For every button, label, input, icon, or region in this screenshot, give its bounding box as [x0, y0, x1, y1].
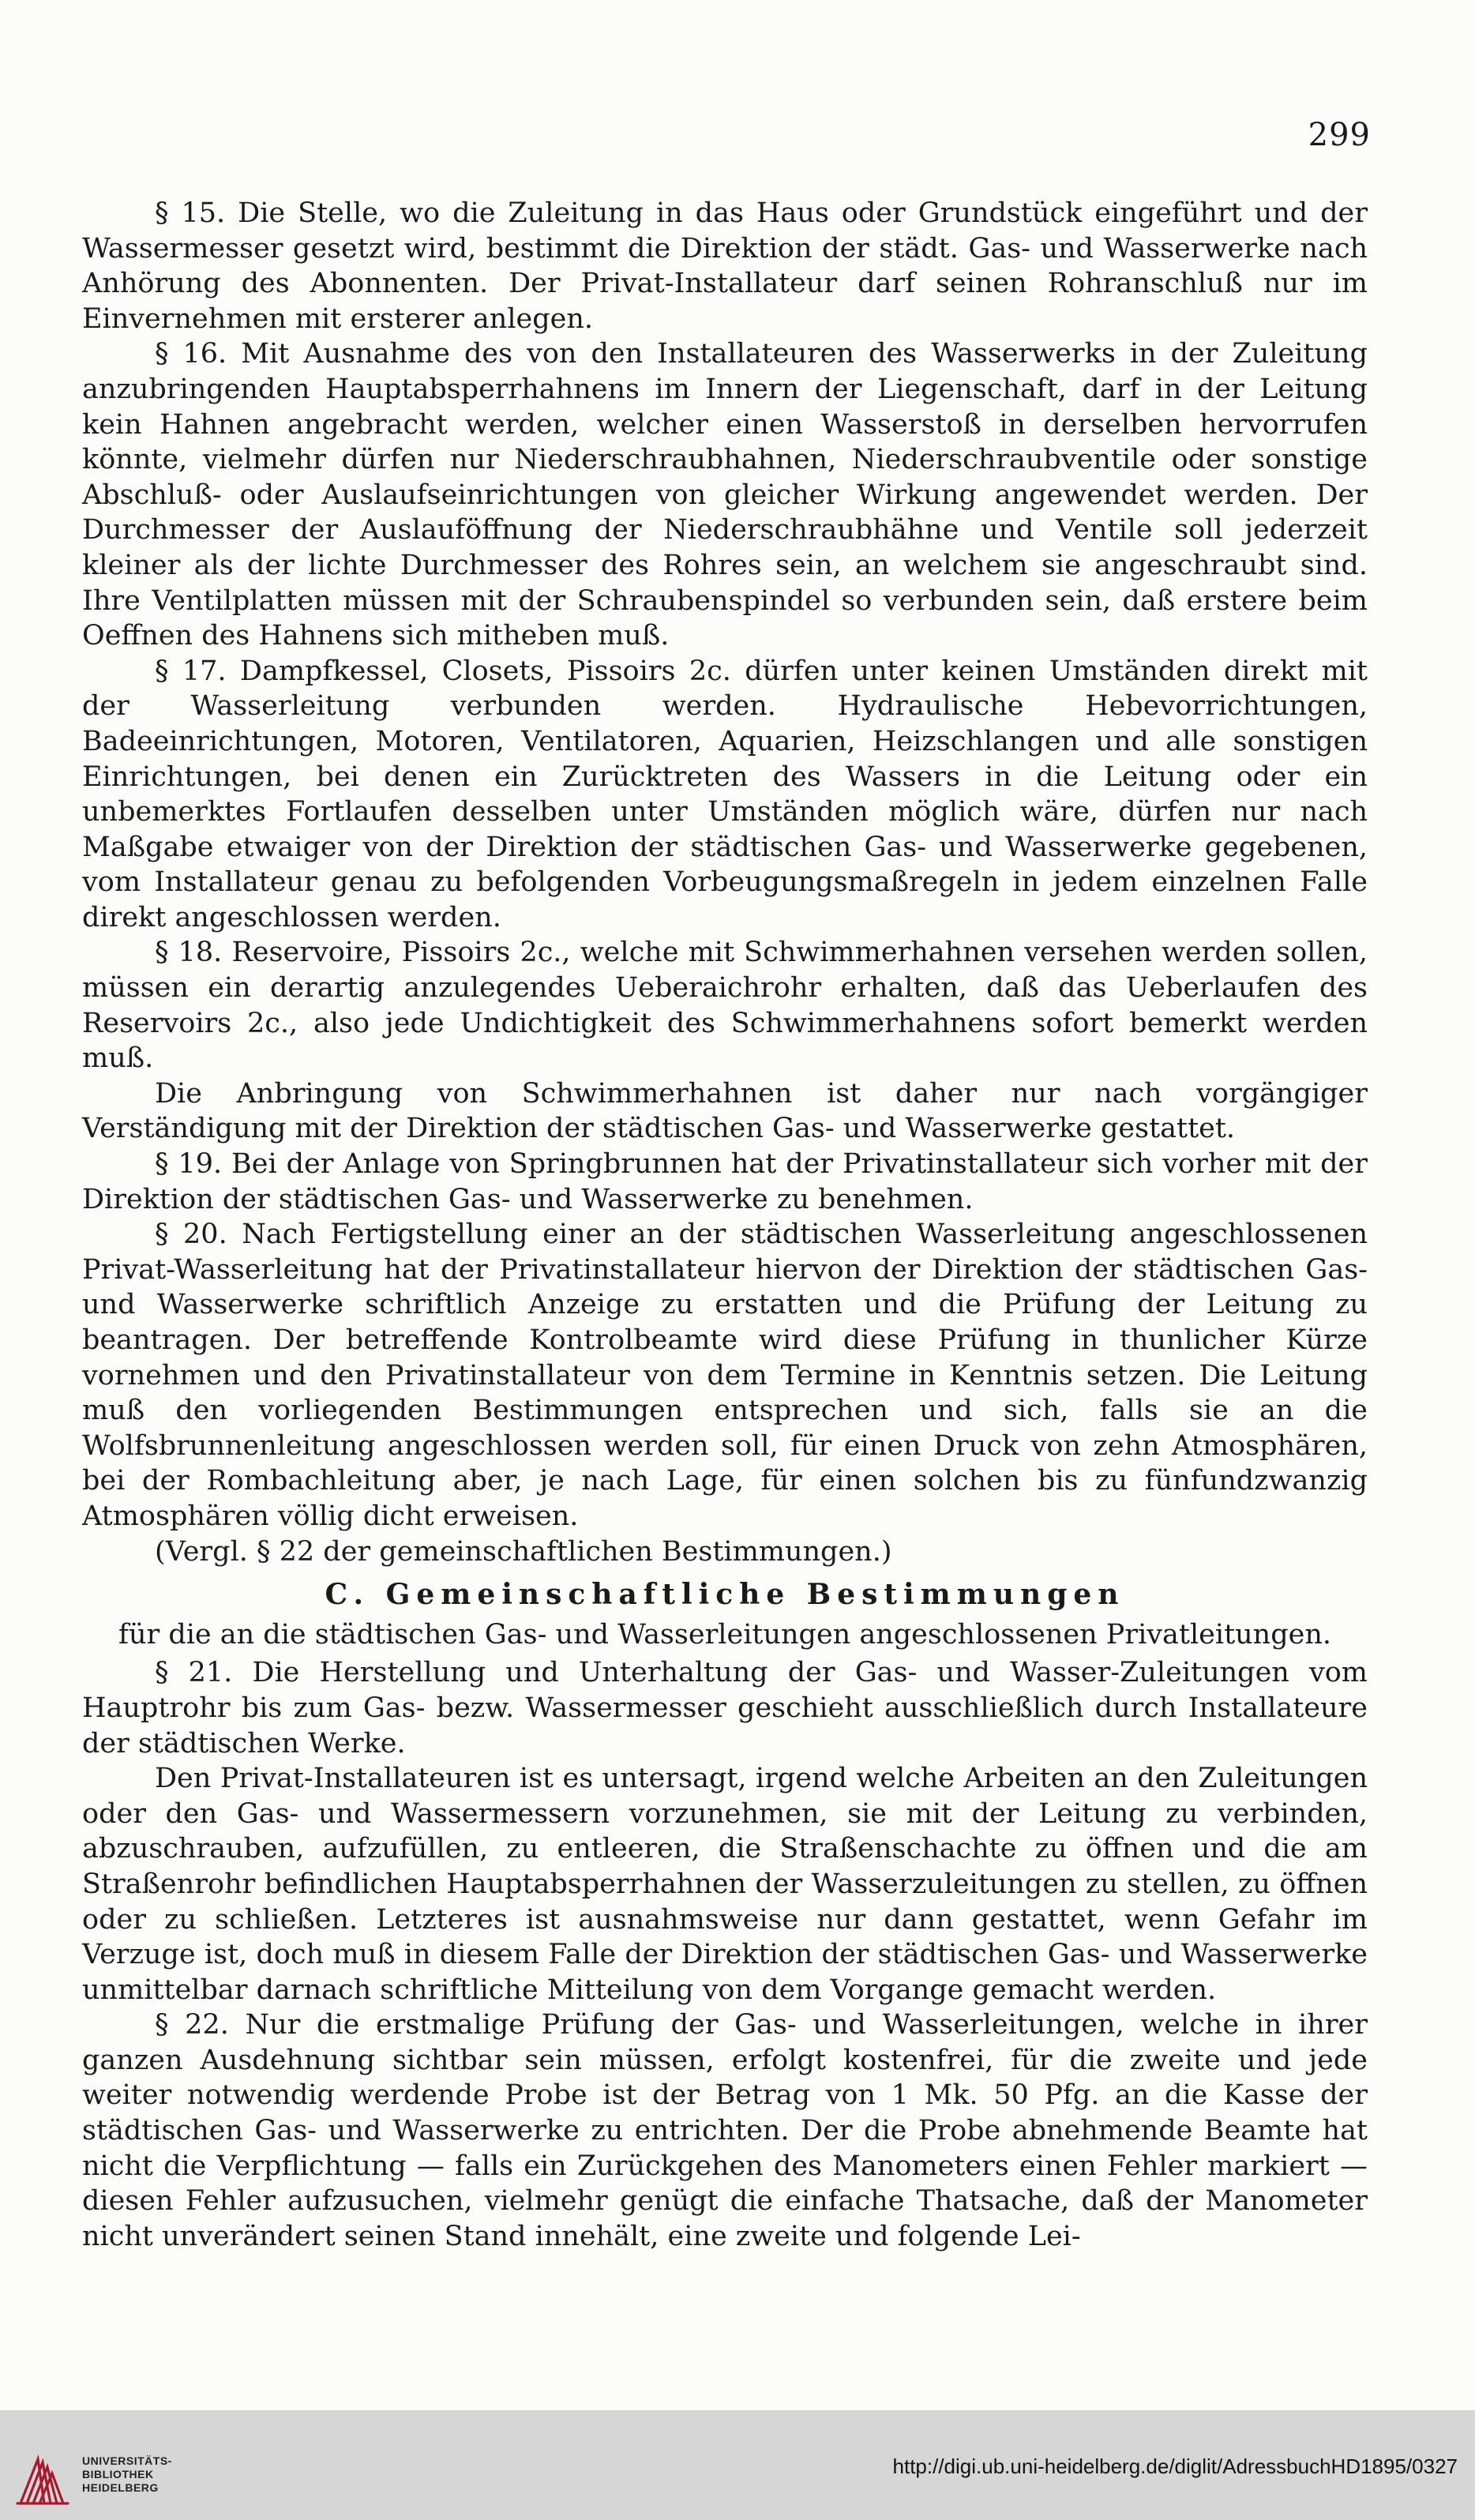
page-number: 299 — [1308, 117, 1371, 153]
section-heading: C. Gemeinschaftliche Bestimmungen — [325, 1578, 1125, 1612]
library-name — [82, 2454, 172, 2495]
paragraph-18: § 18. Reservoire, Pissoirs 2c., welche mit Schwimmerhahnen versehen werden sollen, müssen ein derartig anzulegendes Ueberaichrohr erhalten, daß das Ueberlaufen des Reservoirs 2c., also jede Undichtigkeit des Schwimmerhahnens sofort bemerkt werden muß. — [82, 937, 1368, 1075]
paragraph-17: § 17. Dampfkessel, Closets, Pissoirs 2c. dürfen unter keinen Umständen direkt mit der Wasserleitung verbunden werden. Hydraulische Hebevorrichtungen, Badeeinrichtungen, Motoren, Ventilatoren, Aquarien, Heizschlangen und alle sonstigen Einrichtungen, bei denen ein Zurücktreten des Wassers in die Leitung oder ein unbemerktes Fortlaufen desselben unter Umständen möglich wäre, dürfen nur nach Maßgabe etwaiger von der Direktion der städtischen Gas- und Wasserwerke gegebenen, vom Installateur genau zu befolgenden Vorbeugungsmaßregeln in jedem einzelnen Falle direkt angeschlossen werden. — [82, 655, 1368, 933]
cross-reference: (Vergl. § 22 der gemeinschaftlichen Bestimmungen.) — [155, 1535, 892, 1568]
paragraph-18-continued: Die Anbringung von Schwimmerhahnen ist daher nur nach vorgängiger Verständigung mit der Direktion der städtischen Gas- und Wasserwerke gestattet. — [82, 1077, 1368, 1145]
paragraph-19: § 19. Bei der Anlage von Springbrunnen hat der Privatinstallateur sich vorher mit der Direktion der städtischen Gas- und Wasserwerke zu benehmen. — [82, 1148, 1368, 1215]
paragraph-22: § 22. Nur die erstmalige Prüfung der Gas- und Wasserleitungen, welche in ihrer ganzen Ausdehnung sichtbar sein müssen, erfolgt kostenfrei, für die zweite und jede weiter notwendig werdende Probe ist der Betrag von 1 Mk. 50 Pfg. an die Kasse der städtischen Gas- und Wasserwerke zu entrichten. Der die Probe abnehmende Beamte hat nicht die Verpflichtung — falls ein Zurückgehen des Manometers einen Fehler markiert — diesen Fehler aufzusuchen, vielmehr genügt die einfache Thatsache, daß der Manometer nicht unverändert seinen Stand innehält, eine zweite und folgende Lei- — [82, 2009, 1368, 2252]
library-footer — [0, 2410, 1475, 2520]
paragraph-21-continued: Den Privat-Installateuren ist es untersagt, irgend welche Arbeiten an den Zuleitungen oder den Gas- und Wassermessern vorzunehmen, sie mit der Leitung zu verbinden, abzuschrauben, aufzufüllen, zu entleeren, die Straßenschachte zu öffnen und die am Straßenrohr befindlichen Hauptabsperrhahnen der Wasserzuleitungen zu stellen, zu öffnen oder zu schließen. Letzteres ist ausnahmsweise nur dann gestattet, wenn Gefahr im Verzuge ist, doch muß in diesem Falle der Direktion der städtischen Gas- und Wasserwerke unmittelbar darnach schriftliche Mitteilung von dem Vorgange gemacht werden. — [82, 1763, 1368, 2006]
ub-heidelberg-logo-icon — [14, 2451, 73, 2510]
text-body — [82, 196, 1368, 2254]
library-name-line-1: UNIVERSITÄTS- — [82, 2454, 172, 2467]
library-name-line-3: HEIDELBERG — [82, 2481, 159, 2494]
source-url-link[interactable]: http://digi.ub.uni-heidelberg.de/diglit/AdressbuchHD1895/0327 — [892, 2454, 1458, 2478]
section-subtitle: für die an die städtischen Gas- und Wasserleitungen angeschlossenen Privatleitungen. — [118, 1618, 1332, 1651]
paragraph-20: § 20. Nach Fertigstellung einer an der städtischen Wasserleitung angeschlossenen Privat-Wasserleitung hat der Privatinstallateur hiervon der Direktion der städtischen Gas- und Wasserwerke schriftlich Anzeige zu erstatten und die Prüfung der Leitung zu beantragen. Der betreffende Kontrolbeamte wird diese Prüfung in thunlicher Kürze vornehmen und den Privatinstallateur von dem Termine in Kenntnis setzen. Die Leitung muß den vorliegenden Bestimmungen entsprechen und sich, falls sie an die Wolfsbrunnenleitung angeschlossen werden soll, für einen Druck von zehn Atmosphären, bei der Rombachleitung aber, je nach Lage, für einen solchen bis zu fünfundzwanzig Atmosphären völlig dicht erweisen. — [82, 1219, 1368, 1532]
library-name-line-2: BIBLIOTHEK — [82, 2468, 154, 2481]
paragraph-21: § 21. Die Herstellung und Unterhaltung der Gas- und Wasser-Zuleitungen vom Hauptrohr bis zum Gas- bezw. Wassermesser geschieht ausschließlich durch Installateure der städtischen Werke. — [82, 1657, 1368, 1759]
paragraph-16: § 16. Mit Ausnahme des von den Installateuren des Wasserwerks in der Zuleitung anzubringenden Hauptabsperrhahnens im Innern der Liegenschaft, darf in der Leitung kein Hahnen angebracht werden, welcher einen Wasserstoß in derselben hervorrufen könnte, vielmehr dürfen nur Niederschraubhahnen, Niederschraubventile oder sonstige Abschluß- oder Auslaufseinrichtungen von gleicher Wirkung angewendet werden. Der Durchmesser der Auslauföffnung der Niederschraubhähne und Ventile soll jederzeit kleiner als der lichte Durchmesser des Rohres sein, an welchem sie angeschraubt sind. Ihre Ventilplatten müssen mit der Schraubenspindel so verbunden sein, daß erstere beim Oeffnen des Hahnens sich mitheben muß. — [82, 338, 1368, 652]
paragraph-15: § 15. Die Stelle, wo die Zuleitung in das Haus oder Grundstück eingeführt und der Wassermesser gesetzt wird, bestimmt die Direktion der städt. Gas- und Wasserwerke nach Anhörung des Abonnenten. Der Privat-Installateur darf seinen Rohranschluß nur im Einvernehmen mit ersterer anlegen. — [82, 197, 1368, 335]
